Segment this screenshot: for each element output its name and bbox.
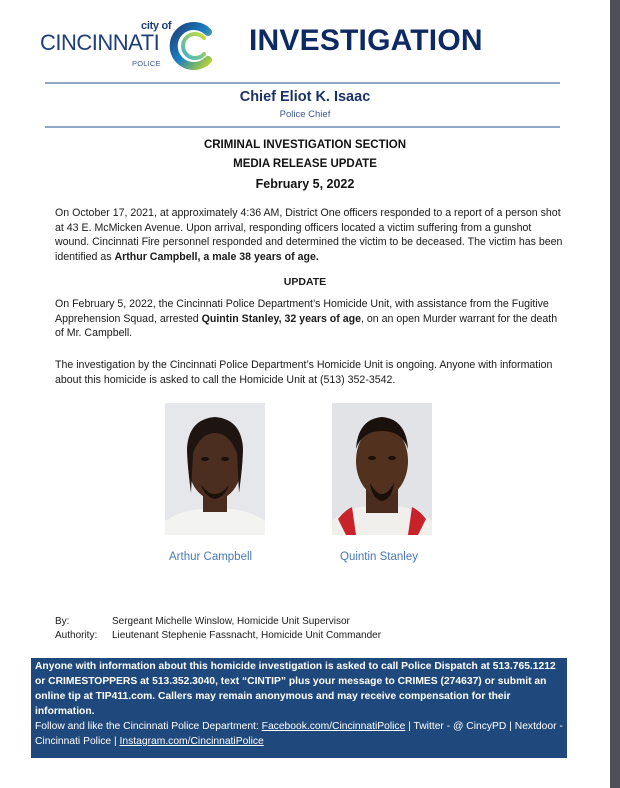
suspect-photo-caption: Quintin Stanley bbox=[340, 551, 418, 563]
ongoing-investigation-paragraph: The investigation by the Cincinnati Police Department’s Homicide Unit is ongoing. Anyone with information about this homicide is asked to call the Homicide Unit at (513) 352-3542. bbox=[55, 359, 553, 386]
social-follow-line bbox=[35, 719, 563, 749]
viewer-scrollbar-track[interactable] bbox=[610, 0, 620, 788]
tip-instructions: Anyone with information about this homicide investigation is asked to call Police Dispatch at 513.765.1212 or CRIMESTOPPERS at 513.352.3040, text “CINTIP” plus your message to CRIMES (274637) or submit an online tip at TIP411.com. Callers may remain anonymous and may receive compensation for their information. bbox=[35, 661, 556, 717]
logo-cincinnati: CINCINNATI bbox=[40, 30, 160, 55]
victim-identification: Arthur Campbell, a male 38 years of age. bbox=[114, 250, 319, 263]
by-label: By: bbox=[55, 616, 70, 627]
facebook-link[interactable]: Facebook.com/CincinnatiPolice bbox=[261, 721, 406, 732]
header-divider-top bbox=[45, 82, 560, 84]
authority-value: Lieutenant Stephenie Fassnacht, Homicide Unit Commander bbox=[112, 629, 382, 641]
arrest-text-pre: On February 5, 2022, the Cincinnati Police Department’s Homicide Unit, with assistance from the Fugitive Apprehension Squad, arrested bbox=[55, 298, 549, 325]
logo-city-of: city of bbox=[141, 20, 172, 32]
credits-authority-row bbox=[55, 629, 381, 643]
release-date: February 5, 2022 bbox=[255, 177, 355, 191]
release-type-heading: MEDIA RELEASE UPDATE bbox=[233, 158, 377, 170]
suspect-photo bbox=[332, 403, 432, 535]
incident-text: On October 17, 2021, at approximately 4:36 AM, District One officers responded to a report of a person shot at 43 E. McMicken Avenue. Upon arrival, responding officers located a victim suffering from a gunshot wound. Cincinnati Fire personnel responded and determined the victim to be deceased. The victim has been identified as bbox=[55, 207, 563, 263]
follow-prefix: Follow and like the Cincinnati Police Department: bbox=[35, 721, 262, 732]
suspect-identification: Quintin Stanley, 32 years of age bbox=[201, 312, 362, 325]
header-divider-bottom bbox=[45, 126, 560, 128]
incident-paragraph bbox=[55, 206, 565, 264]
victim-photo-caption: Arthur Campbell bbox=[169, 551, 253, 563]
victim-photo bbox=[165, 403, 265, 535]
tip-info-banner bbox=[31, 658, 567, 758]
page-title: INVESTIGATION bbox=[249, 24, 483, 57]
twitter-nextdoor-text: | Twitter - @ CincyPD | Nextdoor - Cincinnati Police | bbox=[35, 721, 563, 747]
by-value: Sergeant Michelle Winslow, Homicide Unit Supervisor bbox=[112, 616, 350, 627]
chief-name: Chief Eliot K. Isaac bbox=[239, 89, 371, 105]
instagram-link[interactable]: Instagram.com/CincinnatiPolice bbox=[119, 736, 264, 747]
arrest-paragraph bbox=[55, 297, 565, 341]
update-heading: UPDATE bbox=[283, 276, 327, 288]
arrest-text-post: , on an open Murder warrant for the death of Mr. Campbell. bbox=[55, 312, 558, 340]
cincinnati-police-logo bbox=[40, 20, 215, 70]
section-heading: CRIMINAL INVESTIGATION SECTION bbox=[203, 139, 407, 151]
authority-label: Authority: bbox=[55, 629, 98, 641]
logo-police: POLICE bbox=[132, 59, 161, 68]
logo-c-swirl-icon bbox=[168, 22, 214, 70]
chief-title: Police Chief bbox=[279, 109, 331, 120]
credits-by-row bbox=[55, 615, 381, 629]
credits-block bbox=[55, 615, 381, 642]
